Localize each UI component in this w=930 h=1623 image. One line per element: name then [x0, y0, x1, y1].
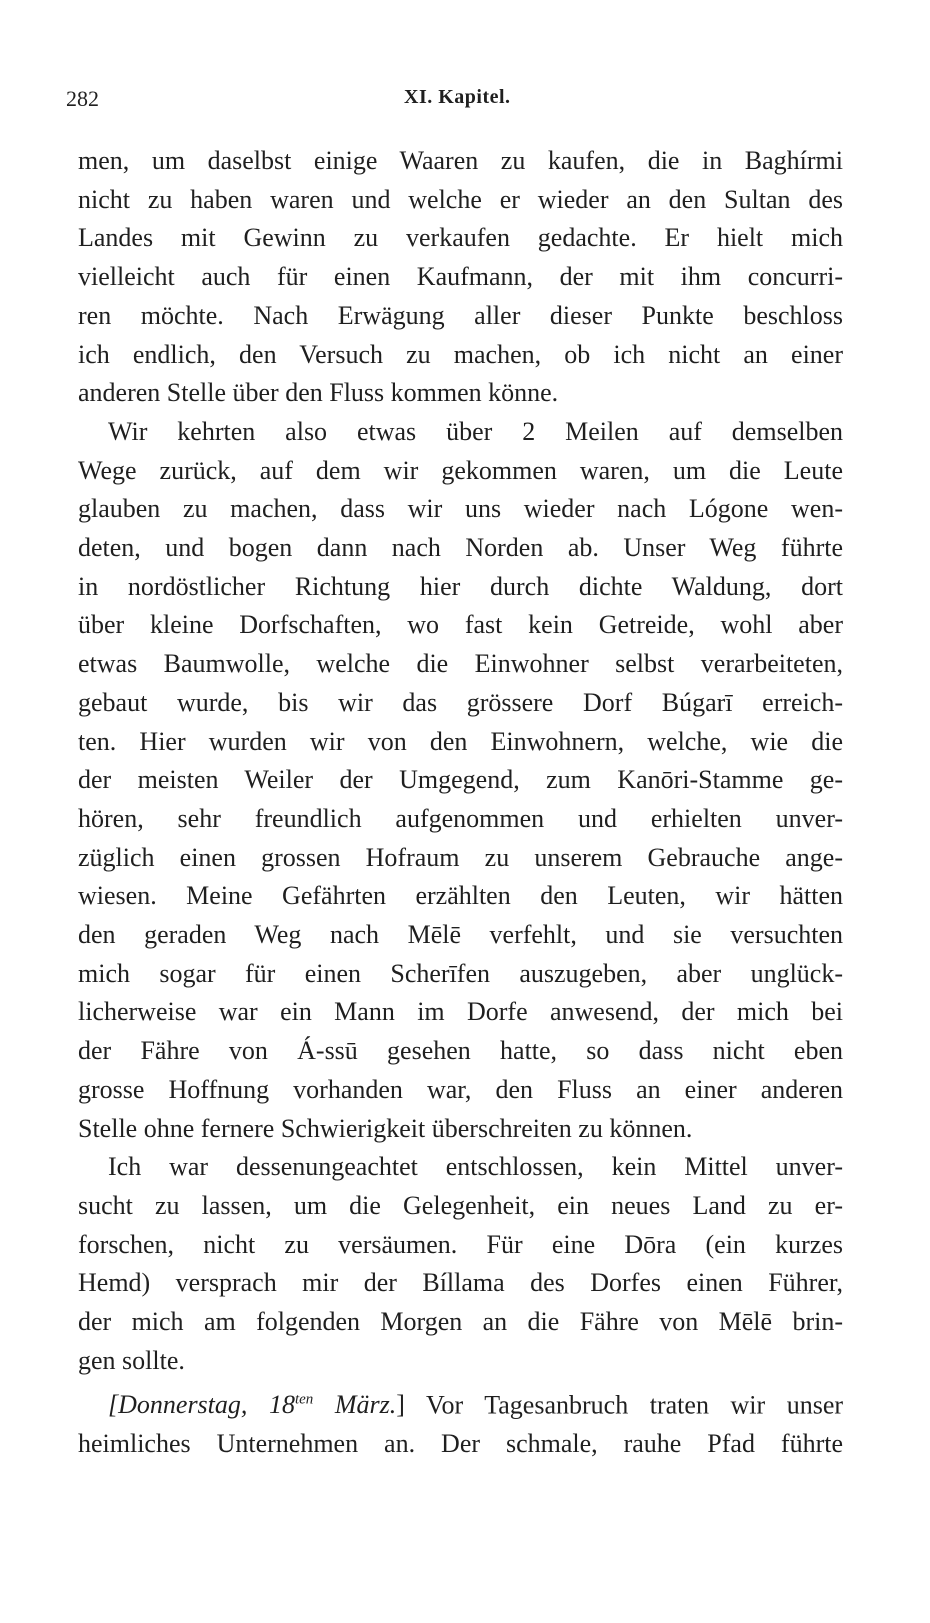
text-line: sucht zu lassen, um die Gelegenheit, ein neues Land zu er-: [78, 1190, 843, 1220]
text-line: Wege zurück, auf dem wir gekommen waren, um die Leute: [78, 455, 843, 485]
text-line: gen sollte.: [78, 1345, 185, 1375]
date-day: Donnerstag,: [118, 1390, 248, 1420]
text-line: gebaut wurde, bis wir das grössere Dorf Búgarī erreich-: [78, 687, 843, 717]
text-line: etwas Baumwolle, welche die Einwohner selbst verarbeiteten,: [78, 649, 843, 679]
text-line: deten, und bogen dann nach Norden ab. Unser Weg führte: [78, 533, 843, 563]
running-title: XI. Kapitel.: [404, 86, 511, 108]
text-line: licherweise war ein Mann im Dorfe anwesend, der mich bei: [78, 997, 843, 1027]
text-line: der mich am folgenden Morgen an die Fähre von Mēlē brin-: [78, 1307, 843, 1337]
date-month: März.: [334, 1390, 397, 1420]
text-line: Ich war dessenungeachtet entschlossen, kein Mittel unver-: [108, 1152, 843, 1182]
text-line: den geraden Weg nach Mēlē verfehlt, und sie versuchten: [78, 920, 843, 950]
text-line: Hemd) versprach mir der Bíllama des Dorfes einen Führer,: [78, 1268, 843, 1298]
text-line: heimliches Unternehmen an. Der schmale, rauhe Pfad führte: [78, 1428, 843, 1458]
page-number: 282: [66, 86, 99, 111]
paragraph-2: [78, 413, 843, 1148]
text-line: nicht zu haben waren und welche er wieder an den Sultan des: [78, 184, 843, 214]
text-line: anderen Stelle über den Fluss kommen könne.: [78, 378, 559, 408]
text-line: Stelle ohne fernere Schwierigkeit überschreiten zu können.: [78, 1113, 693, 1143]
date-reference: [108, 1390, 405, 1419]
text-line: ich endlich, den Versuch zu machen, ob ich nicht an einer: [78, 339, 843, 369]
text-line: der meisten Weiler der Umgegend, zum Kanōri-Stamme ge-: [78, 765, 843, 795]
date-suffix: ten: [294, 1391, 314, 1408]
text-line: züglich einen grossen Hofraum zu unserem Gebrauche ange-: [78, 842, 843, 872]
page-header: [66, 86, 856, 122]
text-line: mich sogar für einen Scherīfen auszugeben, aber unglück-: [78, 958, 843, 988]
text-line: grosse Hoffnung vorhanden war, den Fluss an einer anderen: [78, 1074, 843, 1104]
text-line: Landes mit Gewinn zu verkaufen gedachte. Er hielt mich: [78, 223, 843, 253]
paragraph-4: [78, 1381, 843, 1464]
text-line-rest: Vor Tagesanbruch traten wir unser: [426, 1390, 844, 1420]
text-line: forschen, nicht zu versäumen. Für eine Dōra (ein kurzes: [78, 1229, 843, 1259]
text-line: hören, sehr freundlich aufgenommen und erhielten unver-: [78, 803, 843, 833]
text-line: vielleicht auch für einen Kaufmann, der mit ihm concurri-: [78, 262, 843, 292]
text-line: Wir kehrten also etwas über 2 Meilen auf demselben: [108, 416, 843, 446]
text-line: in nordöstlicher Richtung hier durch dichte Waldung, dort: [78, 571, 843, 601]
text-line: ten. Hier wurden wir von den Einwohnern, welche, wie die: [78, 726, 843, 756]
paragraph-1: [78, 142, 843, 413]
text-line: men, um daselbst einige Waaren zu kaufen, die in Baghírmi: [78, 146, 843, 175]
text-line: glauben zu machen, dass wir uns wieder nach Lógone wen-: [78, 494, 843, 524]
date-number: 18: [268, 1390, 295, 1420]
bracket-open: [: [108, 1390, 119, 1420]
text-line: der Fähre von Á-ssū gesehen hatte, so dass nicht eben: [78, 1036, 843, 1066]
bracket-close: ]: [396, 1390, 405, 1420]
paragraph-3: [78, 1148, 843, 1380]
text-line: wiesen. Meine Gefährten erzählten den Leuten, wir hätten: [78, 881, 843, 911]
text-line: ren möchte. Nach Erwägung aller dieser Punkte beschloss: [78, 300, 843, 330]
text-line: über kleine Dorfschaften, wo fast kein Getreide, wohl aber: [78, 610, 843, 640]
text-line: [78, 1381, 843, 1425]
body-text: [78, 142, 843, 1464]
